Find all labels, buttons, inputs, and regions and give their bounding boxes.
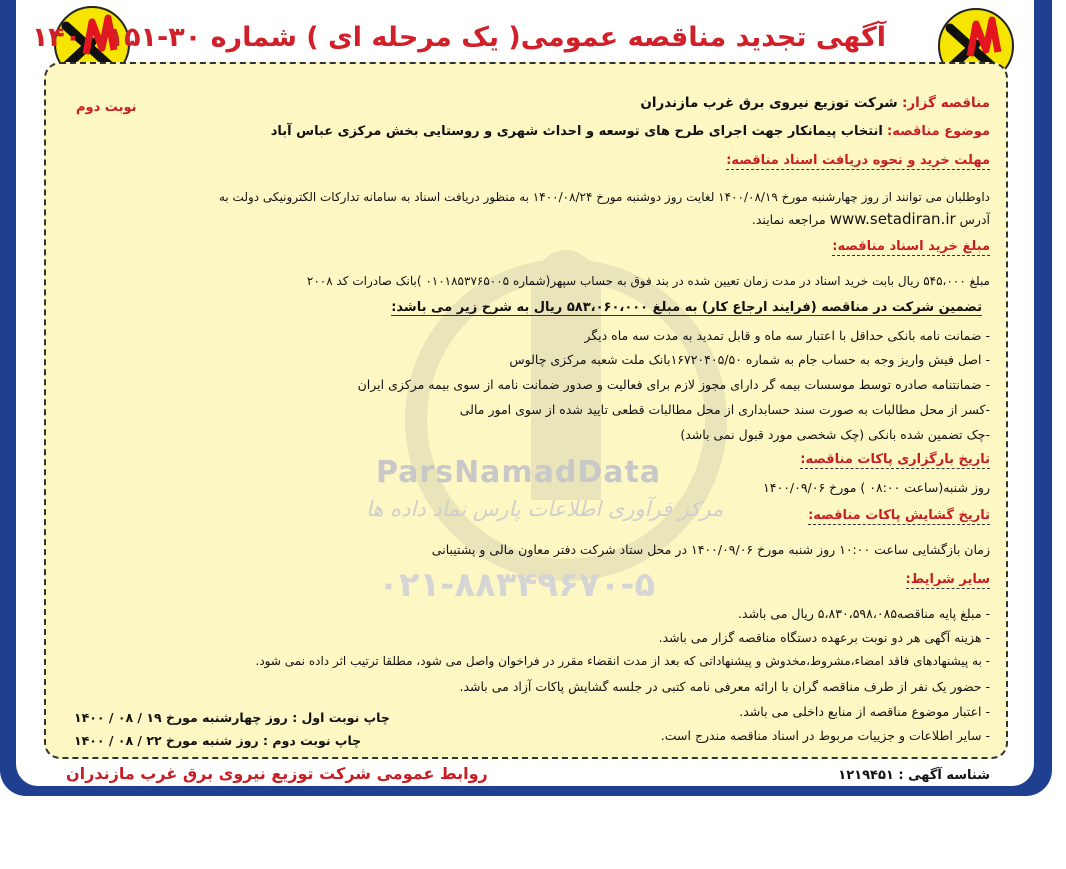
guarantee-item: - ضمانتنامه صادره توسط موسسات بیمه گر دارای مجوز لازم برای فعالیت و صدور ضمانت نامه از سوی بیمه مرکزی ایران <box>357 377 990 392</box>
guarantee-item: - ضمانت نامه بانکی حداقل با اعتبار سه ماه و قابل تمدید به مدت سه ماه دیگر <box>584 328 990 343</box>
ad-paper <box>16 0 1034 786</box>
organizer-name: شرکت توزیع نیروی برق غرب مازندران <box>640 95 898 111</box>
guarantee-title: تضمین شرکت در مناقصه (فرایند ارجاع کار) به مبلغ ۵۸۳،۰۶۰،۰۰۰ ریال به شرح زیر می باشد: <box>391 300 982 315</box>
guarantee-item: -چک تضمین شده بانکی (چک شخصی مورد قبول نمی باشد) <box>680 427 990 442</box>
price-line: مبلغ ۵۴۵،۰۰۰ ریال بابت خرید اسناد در مدت زمان تعیین شده در بند فوق به حساب سپهر(شماره ۰۱۰۱۸۵۳۷۶۵۰۰۵ )بانک صادرات کد ۲۰۰۸ <box>306 274 990 288</box>
subject-label: موضوع مناقصه: <box>887 124 990 139</box>
deadline-refer-text: مراجعه نمایند. <box>751 212 826 227</box>
watermark-persian: مرکز فرآوری اطلاعات پارس نماد داده ها <box>366 497 724 521</box>
print-second: چاپ نوبت دوم : روز شنبه مورخ ۲۲ / ۰۸ / ۱۴۰۰ <box>74 733 362 748</box>
public-relations: روابط عمومی شرکت توزیع نیروی برق غرب مازندران <box>66 764 488 783</box>
website-link[interactable]: www.setadiran.ir <box>829 210 956 228</box>
section-submit: تاریخ بارگزاری پاکات مناقصه: <box>800 452 990 467</box>
organizer-line <box>640 95 990 111</box>
condition-item: - مبلغ پایه مناقصه۵،۸۳۰،۵۹۸،۰۸۵ ریال می باشد. <box>738 606 990 621</box>
round-badge: نوبت دوم <box>76 100 137 115</box>
open-line: زمان بازگشایی ساعت ۱۰:۰۰ روز شنبه مورخ ۱۴۰۰/۰۹/۰۶ در محل ستاد شرکت دفتر معاون مالی و پشتیبانی <box>431 542 990 557</box>
guarantee-item: - اصل فیش واریز وجه به حساب جام به شماره ۱۶۷۲۰۴۰۵/۵۰بانک ملت شعبه مرکزی چالوس <box>509 352 990 367</box>
subject-text: انتخاب پیمانکار جهت اجرای طرح های توسعه و احداث شهری و روستایی بخش مرکزی عباس آباد <box>270 124 883 139</box>
submit-line: روز شنبه(ساعت ۰۸:۰۰ ) مورخ ۱۴۰۰/۰۹/۰۶ <box>763 480 990 495</box>
condition-item: - حضور یک نفر از طرف مناقصه گران با ارائه معرفی نامه کتبی در جلسه گشایش پاکات آزاد می باشد. <box>459 679 990 694</box>
watermark-phone: ۰۲۱-۸۸۳۴۹۶۷۰-۵ <box>378 565 656 605</box>
deadline-line-1: داوطلبان می توانند از روز چهارشنبه مورخ ۱۴۰۰/۰۸/۱۹ لغایت روز دوشنبه مورخ ۱۴۰۰/۰۸/۲۴ به منظور دریافت اسناد به سامانه تدارکات الکترونیکی دولت به <box>218 190 990 204</box>
subject-line <box>271 124 990 139</box>
deadline-line-2 <box>752 210 990 228</box>
print-first: چاپ نوبت اول : روز چهارشنبه مورخ ۱۹ / ۰۸ / ۱۴۰۰ <box>74 710 390 725</box>
condition-item: - هزینه آگهی هر دو نوبت برعهده دستگاه مناقصه گزار می باشد. <box>658 630 990 645</box>
section-price: مبلغ خرید اسناد مناقصه: <box>832 239 990 254</box>
section-open: تاریخ گشایش پاکات مناقصه: <box>808 508 990 523</box>
guarantee-item: -کسر از محل مطالبات به صورت سند حسابداری از محل مطالبات قطعی تایید شده از سوی امور مالی <box>459 402 990 417</box>
section-other: سایر شرایط: <box>905 572 990 587</box>
deadline-address-label: آدرس <box>959 212 990 227</box>
section-deadline: مهلت خرید و نحوه دریافت اسناد مناقصه: <box>726 153 990 168</box>
condition-item: - سایر اطلاعات و جزییات مربوط در اسناد مناقصه مندرج است. <box>660 728 990 743</box>
ad-title: آگهی تجدید مناقصه عمومی( یک مرحله ای ) شماره ۳۰-۱۴۰۰/۱۵۱ <box>31 22 886 53</box>
ad-id: شناسه آگهی : ۱۲۱۹۴۵۱ <box>838 768 990 783</box>
watermark-latin: ParsNamadData <box>376 455 662 490</box>
condition-item: - اعتبار موضوع مناقصه از منابع داخلی می باشد. <box>739 704 990 719</box>
organizer-label: مناقصه گزار: <box>901 95 990 111</box>
condition-item: - به پیشنهادهای فاقد امضاء،مشروط،مخدوش و پیشنهاداتی که بعد از مدت انقضاء مقرر در فراخوان واصل می شود، مطلقا ترتیب اثر داده نمی شود. <box>255 654 990 668</box>
